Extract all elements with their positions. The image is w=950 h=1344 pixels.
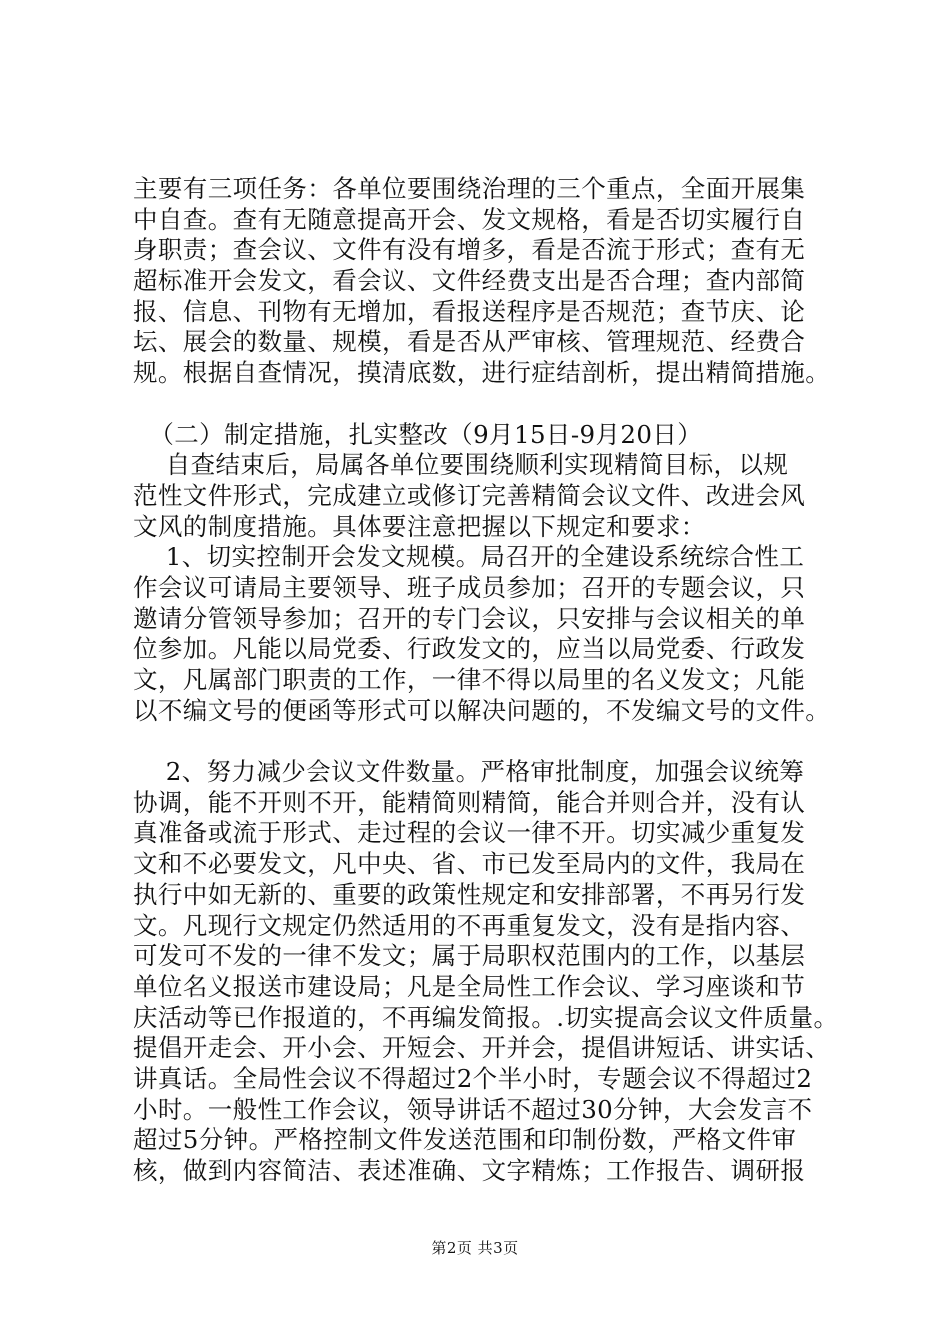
text-line: 提倡开走会、开小会、开短会、开并会，提倡讲短话、讲实话、 [133,1033,831,1063]
text-line: 庆活动等已作报道的，不再编发简报。.切实提高会议文件质量。 [133,1002,839,1032]
text-line: 以不编文号的便函等形式可以解决问题的，不发编文号的文件。 [133,695,831,725]
text-line: 中自查。查有无随意提高开会、发文规格，看是否切实履行自 [133,204,806,234]
text-line: （二）制定措施，扎实整改（9月15日-9月20日） [133,419,703,449]
text-line: 主要有三项任务：各单位要围绕治理的三个重点，全面开展集 [133,174,806,203]
text-line: 可发可不发的一律不发文；属于局职权范围内的工作，以基层 [133,941,806,971]
text-line: 范性文件形式，完成建立或修订完善精简会议文件、改进会风 [133,480,806,510]
text-line: 超过5分钟。严格控制文件发送范围和印制份数，严格文件审 [133,1125,797,1155]
text-line: 文。凡现行文规定仍然适用的不再重复发文，没有是指内容、 [133,910,806,940]
text-line: 小时。一般性工作会议，领导讲话不超过30分钟，大会发言不 [133,1094,813,1124]
text-line: 自查结束后，局属各单位要围绕顺利实现精简目标，以规 [133,450,789,480]
text-line: 执行中如无新的、重要的政策性规定和安排部署，不再另行发 [133,879,806,909]
text-line: 文，凡属部门职责的工作，一律不得以局里的名义发文；凡能 [133,665,806,694]
text-line: 协调，能不开则不开，能精简则精简，能合并则合并，没有认 [133,787,806,817]
text-line: 文风的制度措施。具体要注意把握以下规定和要求： [133,511,706,541]
text-line: 文和不必要发文，凡中央、省、市已发至局内的文件，我局在 [133,849,806,879]
text-line: 1、切实控制开会发文规模。局召开的全建设系统综合性工 [133,542,805,572]
text-line: 位参加。凡能以局党委、行政发文的，应当以局党委、行政发 [133,634,806,664]
text-line: 讲真话。全局性会议不得超过2个半小时，专题会议不得超过2 [133,1063,813,1093]
text-line: 核，做到内容简洁、表述准确、文字精炼；工作报告、调研报 [133,1156,806,1185]
text-line: 2、努力减少会议文件数量。严格审批制度，加强会议统筹 [133,757,805,787]
document-body [133,174,845,1187]
paragraph-gap [133,726,845,757]
text-line: 身职责；查会议、文件有没有增多，看是否流于形式；查有无 [133,235,806,265]
text-line: 邀请分管领导参加；召开的专门会议，只安排与会议相关的单 [133,603,806,633]
text-line: 坛、展会的数量、规模，看是否从严审核、管理规范、经费合 [133,327,806,357]
paragraph-gap [133,389,845,420]
text-line: 单位名义报送市建设局；凡是全局性工作会议、学习座谈和节 [133,971,806,1001]
text-line: 真准备或流于形式、走过程的会议一律不开。切实减少重复发 [133,818,806,848]
page-footer: 第2页 共3页 [431,1239,519,1257]
text-line: 规。根据自查情况，摸清底数，进行症结剖析，提出精简措施。 [133,358,831,388]
text-line: 超标准开会发文，看会议、文件经费支出是否合理；查内部简 [133,266,806,296]
text-line: 报、信息、刊物有无增加，看报送程序是否规范；查节庆、论 [133,296,806,326]
text-line: 作会议可请局主要领导、班子成员参加；召开的专题会议，只 [133,572,806,602]
